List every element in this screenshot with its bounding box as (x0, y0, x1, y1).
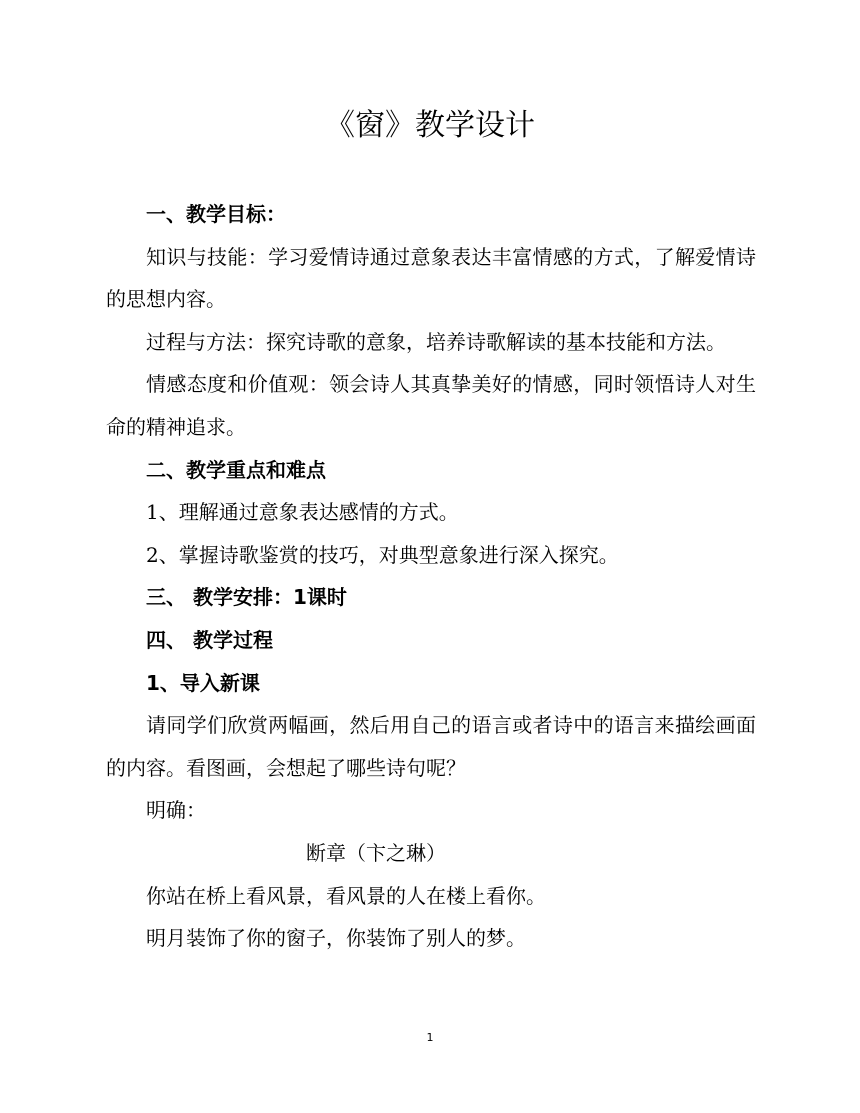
document-body (106, 193, 756, 960)
poem-line-2: 明月装饰了你的窗子，你装饰了别人的梦。 (146, 926, 526, 951)
poem-title: 断章（卞之琳） (306, 840, 446, 865)
paragraph-key-point-2: 2、掌握诗歌鉴赏的技巧，对典型意象进行深入探究。 (146, 542, 619, 567)
poem-line-1: 你站在桥上看风景，看风景的人在楼上看你。 (146, 883, 546, 908)
paragraph-process-method: 过程与方法：探究诗歌的意象，培养诗歌解读的基本技能和方法。 (146, 329, 726, 354)
section-heading-process: 四、 教学过程 (146, 627, 273, 652)
page-number: 1 (426, 1031, 434, 1044)
paragraph-clarify-label: 明确： (146, 798, 206, 823)
section-heading-schedule: 三、 教学安排：1课时 (146, 585, 347, 610)
paragraph-emotion-values: 情感态度和价值观：领会诗人其真挚美好的情感，同时领悟诗人对生命的精神追求。 (106, 372, 756, 439)
paragraph-knowledge-skills: 知识与技能：学习爱情诗通过意象表达丰富情感的方式，了解爱情诗的思想内容。 (106, 244, 756, 312)
paragraph-key-point-1: 1、理解通过意象表达感情的方式。 (146, 500, 459, 525)
section-heading-key-points: 二、教学重点和难点 (146, 457, 326, 482)
section-heading-objectives: 一、教学目标： (146, 202, 286, 226)
paragraph-intro-instructions: 请同学们欣赏两幅画，然后用自己的语言或者诗中的语言来描绘画面的内容。看图画，会想起了哪些诗句呢？ (106, 713, 756, 780)
subsection-heading-intro: 1、导入新课 (146, 670, 260, 695)
document-title: 《窗》教学设计 (325, 108, 535, 143)
